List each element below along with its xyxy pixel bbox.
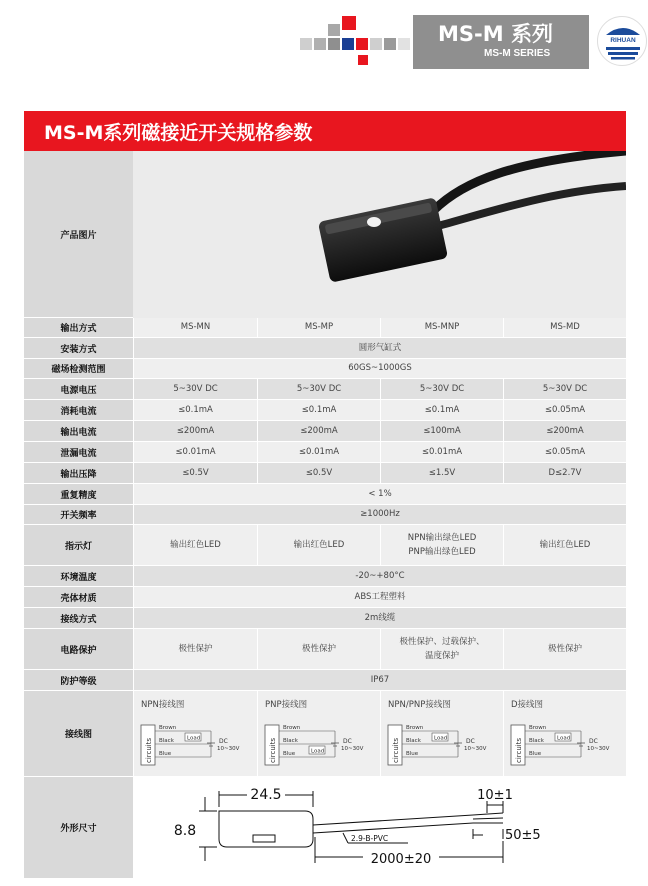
cell: MS-MD <box>503 318 626 338</box>
deco-square <box>314 38 326 50</box>
row-values <box>133 421 626 442</box>
cell-line: 温度保护 <box>424 651 459 661</box>
wire-label: Blue <box>406 751 419 757</box>
row-repeat <box>24 484 626 505</box>
load-label: Load <box>311 748 325 755</box>
dim-height: 8.8 <box>173 823 197 839</box>
cell: ≤0.01mA <box>133 442 257 463</box>
wire-label: Black <box>283 738 298 744</box>
cell: ≤0.5V <box>257 463 380 484</box>
row-consume <box>24 400 626 421</box>
row-drop <box>24 463 626 484</box>
row-frequency <box>24 505 626 525</box>
cell: ≤0.5V <box>133 463 257 484</box>
row-label: 指示灯 <box>24 525 133 566</box>
page-title: MS-M系列磁接近开关规格参数 <box>44 122 313 144</box>
wire-label: Brown <box>283 725 301 731</box>
circuits-label: circuits <box>515 737 523 763</box>
product-photo <box>133 151 626 318</box>
row-material <box>24 587 626 608</box>
row-led <box>24 525 626 566</box>
dim-width: 24.5 <box>250 787 282 803</box>
dc-label: DC <box>219 738 228 745</box>
row-output-current <box>24 421 626 442</box>
row-photo <box>24 151 626 318</box>
cell: ≤1.5V <box>380 463 503 484</box>
dc-label: DC <box>589 738 598 745</box>
row-values <box>133 400 626 421</box>
dc-label: DC <box>343 738 352 745</box>
row-label: 输出方式 <box>24 318 133 338</box>
deco-square <box>358 55 368 65</box>
row-wiring <box>24 608 626 629</box>
row-label: 开关频率 <box>24 505 133 525</box>
deco-square <box>370 38 382 50</box>
row-values <box>133 670 626 691</box>
deco-square <box>384 38 396 50</box>
cell: 2m线缆 <box>133 608 626 629</box>
row-output <box>24 318 626 338</box>
row-label: 电源电压 <box>24 379 133 400</box>
cell: ≤200mA <box>257 421 380 442</box>
row-values <box>133 359 626 379</box>
deco-square <box>328 24 340 36</box>
row-label: 输出电流 <box>24 421 133 442</box>
diagram-title: PNP接线图 <box>265 700 308 710</box>
cell: 极性保护 <box>257 629 380 670</box>
wire-label: Blue <box>159 751 172 757</box>
cell: ABS工程塑料 <box>133 587 626 608</box>
row-label: 重复精度 <box>24 484 133 505</box>
cell: 输出红色LED <box>503 525 626 566</box>
dc-range-label: 10~30V <box>587 746 610 752</box>
cell: 5~30V DC <box>133 379 257 400</box>
cell: ≤0.1mA <box>133 400 257 421</box>
dimension-drawing-cell <box>133 777 626 879</box>
deco-square <box>398 38 410 50</box>
row-diagram <box>24 691 626 777</box>
row-values <box>133 338 626 359</box>
load-label: Load <box>187 735 201 742</box>
cell-line: NPN输出绿色LED <box>407 532 477 543</box>
row-ip <box>24 670 626 691</box>
row-values <box>133 566 626 587</box>
load-label: Load <box>557 735 571 742</box>
cell: < 1% <box>133 484 626 505</box>
cell: 极性保护 <box>133 629 257 670</box>
wire-label: Black <box>406 738 421 744</box>
row-values <box>133 505 626 525</box>
deco-square <box>328 38 340 50</box>
cell: -20~+80°C <box>133 566 626 587</box>
row-label: 安装方式 <box>24 338 133 359</box>
row-values <box>133 484 626 505</box>
cell-line: PNP输出绿色LED <box>408 547 476 557</box>
deco-square <box>342 38 354 50</box>
cell: 极性保护 <box>503 629 626 670</box>
series-title: MS-M 系列 <box>438 22 553 46</box>
row-label: 电路保护 <box>24 629 133 670</box>
deco-square <box>300 38 312 50</box>
row-values <box>133 318 626 338</box>
dim-total: 2000±20 <box>370 852 432 867</box>
cell: MS-MP <box>257 318 380 338</box>
circuits-label: circuits <box>392 737 400 763</box>
logo-text: RIHUAN <box>610 37 636 44</box>
row-mount <box>24 338 626 359</box>
row-values <box>133 629 626 670</box>
row-values <box>133 608 626 629</box>
cell: 5~30V DC <box>257 379 380 400</box>
cell <box>380 629 503 670</box>
wiring-diagrams <box>133 691 626 777</box>
cell: ≤0.1mA <box>380 400 503 421</box>
cell: ≥1000Hz <box>133 505 626 525</box>
row-label: 接线图 <box>24 691 133 777</box>
cell: ≤0.1mA <box>257 400 380 421</box>
cell: ≤0.01mA <box>257 442 380 463</box>
wire-label: Blue <box>529 751 542 757</box>
dc-label: DC <box>466 738 475 745</box>
brand-logo <box>597 16 647 66</box>
cell: D≤2.7V <box>503 463 626 484</box>
cell: 输出红色LED <box>257 525 380 566</box>
row-label: 壳体材质 <box>24 587 133 608</box>
row-values <box>133 379 626 400</box>
cell: 圆形气缸式 <box>133 338 626 359</box>
spec-title-bar <box>24 111 626 151</box>
cell: ≤0.01mA <box>380 442 503 463</box>
cell: MS-MN <box>133 318 257 338</box>
wire-label: Black <box>529 738 544 744</box>
cell: 60GS~1000GS <box>133 359 626 379</box>
deco-square <box>342 16 356 30</box>
deco-square <box>356 38 368 50</box>
row-label: 产品图片 <box>24 151 133 318</box>
cell: 5~30V DC <box>380 379 503 400</box>
wire-label: Black <box>159 738 174 744</box>
cell: ≤100mA <box>380 421 503 442</box>
cell: 5~30V DC <box>503 379 626 400</box>
wire-label: Brown <box>406 725 424 731</box>
row-range <box>24 359 626 379</box>
cell: ≤200mA <box>133 421 257 442</box>
row-label: 消耗电流 <box>24 400 133 421</box>
row-values <box>133 691 626 777</box>
dc-range-label: 10~30V <box>217 746 240 752</box>
diagram-title: D接线图 <box>511 700 544 710</box>
diagram-title: NPN/PNP接线图 <box>388 700 451 710</box>
cell: ≤200mA <box>503 421 626 442</box>
cell <box>380 525 503 566</box>
wire-label: Blue <box>283 751 296 757</box>
cell: ≤0.05mA <box>503 442 626 463</box>
row-values <box>133 525 626 566</box>
row-protection <box>24 629 626 670</box>
wire-label: Brown <box>529 725 547 731</box>
dc-range-label: 10~30V <box>341 746 364 752</box>
row-label: 磁场检测范围 <box>24 359 133 379</box>
dim-lead: 10±1 <box>477 788 513 803</box>
row-voltage <box>24 379 626 400</box>
row-label: 防护等级 <box>24 670 133 691</box>
circuits-label: circuits <box>269 737 277 763</box>
diagram-title: NPN接线图 <box>141 700 185 710</box>
load-label: Load <box>434 735 448 742</box>
dc-range-label: 10~30V <box>464 746 487 752</box>
dimension-drawing <box>133 777 626 879</box>
row-temperature <box>24 566 626 587</box>
cell: MS-MNP <box>380 318 503 338</box>
wire-label: Brown <box>159 725 177 731</box>
row-values <box>133 587 626 608</box>
row-label: 输出压降 <box>24 463 133 484</box>
series-subtitle: MS-M SERIES <box>484 48 551 59</box>
cell-line: 极性保护、过载保护、 <box>399 636 485 647</box>
row-values <box>133 463 626 484</box>
row-values <box>133 442 626 463</box>
circuits-label: circuits <box>145 737 153 763</box>
row-label: 环境温度 <box>24 566 133 587</box>
page-header <box>0 0 648 100</box>
row-label: 外形尺寸 <box>24 777 133 879</box>
photo-cell <box>133 151 626 318</box>
dim-strip: 50±5 <box>505 828 541 843</box>
cell: ≤0.05mA <box>503 400 626 421</box>
row-label: 泄漏电流 <box>24 442 133 463</box>
dim-cable: 2.9-B-PVC <box>351 834 389 843</box>
cell: 输出红色LED <box>133 525 257 566</box>
row-dimensions <box>24 777 626 879</box>
row-leak <box>24 442 626 463</box>
cell: IP67 <box>133 670 626 691</box>
row-label: 接线方式 <box>24 608 133 629</box>
